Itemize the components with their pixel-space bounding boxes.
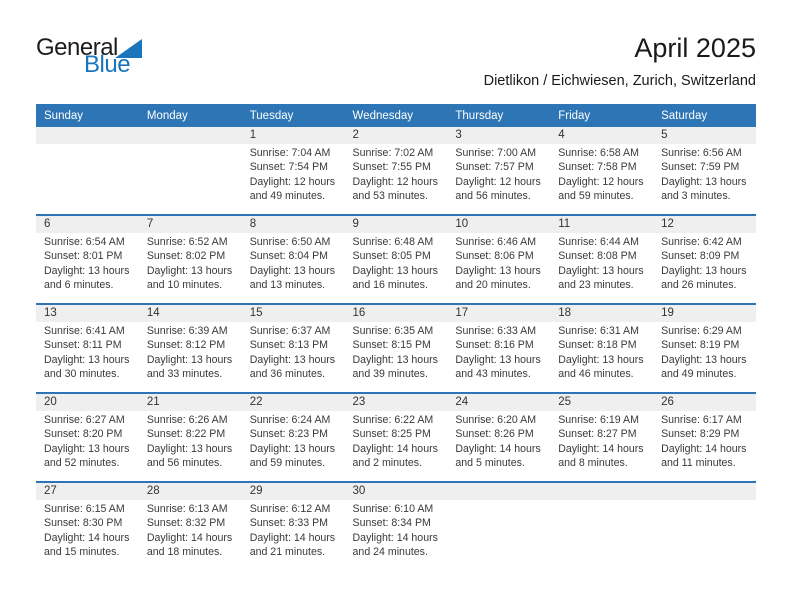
date-number: 16 — [345, 305, 448, 322]
day-detail-line: Sunset: 8:29 PM — [661, 428, 740, 441]
day-details — [139, 144, 242, 146]
day-detail-line: and 52 minutes. — [44, 457, 120, 470]
day-detail-line: Daylight: 13 hours — [558, 264, 644, 277]
day-details — [550, 233, 653, 293]
day-details — [653, 322, 756, 382]
day-details — [653, 144, 756, 204]
day-detail-line: Sunrise: 6:50 AM — [249, 236, 331, 248]
calendar-day-cell — [36, 215, 139, 304]
calendar-day-cell — [653, 127, 756, 215]
date-number: 28 — [139, 483, 242, 500]
day-detail-line: Daylight: 13 hours — [455, 353, 541, 366]
day-details — [345, 500, 448, 560]
calendar-day-cell — [36, 393, 139, 482]
day-details — [242, 500, 345, 560]
day-detail-line: and 8 minutes. — [558, 457, 628, 470]
day-detail-line: and 20 minutes. — [455, 279, 531, 292]
day-detail-line: Sunset: 7:59 PM — [661, 161, 740, 174]
day-detail-line: and 43 minutes. — [455, 368, 531, 381]
date-number: 6 — [36, 216, 139, 233]
day-details — [653, 233, 756, 293]
day-detail-line: Daylight: 14 hours — [249, 531, 336, 544]
day-detail-line: and 36 minutes. — [249, 368, 326, 381]
day-details — [447, 500, 550, 502]
day-detail-line: Sunset: 7:57 PM — [455, 161, 534, 174]
day-detail-line: Sunset: 8:19 PM — [661, 339, 740, 352]
day-detail-line: Sunset: 8:15 PM — [352, 339, 431, 352]
calendar-weekday-header — [36, 104, 756, 127]
date-number: 25 — [550, 394, 653, 411]
day-details — [550, 144, 653, 204]
date-number — [139, 127, 242, 144]
day-detail-line: Sunset: 8:34 PM — [352, 517, 431, 530]
day-detail-line: Sunrise: 6:35 AM — [352, 325, 434, 337]
weekday-header-tuesday: Tuesday — [242, 104, 345, 127]
day-detail-line: and 53 minutes. — [352, 190, 428, 203]
calendar-day-cell — [242, 304, 345, 393]
day-details — [550, 411, 653, 471]
day-details — [447, 322, 550, 382]
date-number — [447, 483, 550, 500]
weekday-header-friday: Friday — [550, 104, 653, 127]
day-detail-line: and 30 minutes. — [44, 368, 120, 381]
day-detail-line: and 56 minutes. — [455, 190, 531, 203]
date-number: 5 — [653, 127, 756, 144]
day-detail-line: Daylight: 13 hours — [146, 442, 233, 455]
day-detail-line: Daylight: 13 hours — [455, 264, 541, 277]
date-number: 3 — [447, 127, 550, 144]
day-details — [36, 322, 139, 382]
calendar-body — [36, 127, 756, 570]
day-detail-line: Sunrise: 6:48 AM — [352, 236, 434, 248]
day-detail-line: Sunset: 7:54 PM — [249, 161, 329, 174]
calendar-day-cell — [345, 482, 448, 570]
general-blue-logo — [36, 36, 142, 77]
day-detail-line: and 2 minutes. — [352, 457, 423, 470]
day-detail-line: and 46 minutes. — [558, 368, 634, 381]
day-detail-line: Daylight: 13 hours — [352, 353, 438, 366]
day-detail-line: Sunrise: 6:42 AM — [661, 236, 742, 248]
day-detail-line: Sunset: 8:30 PM — [44, 517, 123, 530]
day-detail-line: Sunrise: 7:04 AM — [249, 147, 331, 159]
day-detail-line: Sunrise: 6:33 AM — [455, 325, 537, 337]
day-details — [345, 322, 448, 382]
day-detail-line: Sunset: 8:02 PM — [146, 250, 226, 263]
date-number: 12 — [653, 216, 756, 233]
day-details — [447, 233, 550, 293]
day-details — [139, 500, 242, 560]
day-detail-line: Sunrise: 7:02 AM — [352, 147, 434, 159]
calendar-week-row — [36, 127, 756, 215]
day-detail-line: Daylight: 13 hours — [249, 442, 336, 455]
day-details — [447, 144, 550, 204]
day-detail-line: Sunset: 7:58 PM — [558, 161, 637, 174]
day-detail-line: Sunset: 8:23 PM — [249, 428, 329, 441]
date-number: 24 — [447, 394, 550, 411]
day-detail-line: Sunrise: 6:12 AM — [249, 503, 331, 515]
calendar-day-cell — [139, 215, 242, 304]
day-details — [139, 322, 242, 382]
day-detail-line: and 59 minutes. — [249, 457, 326, 470]
day-detail-line: and 26 minutes. — [661, 279, 737, 292]
date-number: 14 — [139, 305, 242, 322]
day-detail-line: Sunset: 8:27 PM — [558, 428, 637, 441]
day-detail-line: Daylight: 12 hours — [558, 175, 644, 188]
calendar-day-cell — [550, 215, 653, 304]
logo-text-general: General — [36, 34, 118, 61]
day-details — [36, 233, 139, 293]
day-detail-line: Daylight: 13 hours — [146, 264, 233, 277]
day-detail-line: Sunrise: 6:39 AM — [146, 325, 228, 337]
day-detail-line: Sunset: 8:12 PM — [146, 339, 226, 352]
day-detail-line: Sunrise: 6:22 AM — [352, 414, 434, 426]
day-detail-line: Daylight: 13 hours — [44, 353, 130, 366]
day-detail-line: Daylight: 12 hours — [455, 175, 541, 188]
calendar-day-cell — [36, 304, 139, 393]
calendar-day-cell — [550, 127, 653, 215]
day-detail-line: Daylight: 13 hours — [249, 353, 336, 366]
day-detail-line: Sunrise: 6:46 AM — [455, 236, 537, 248]
calendar-day-cell — [550, 393, 653, 482]
day-detail-line: and 6 minutes. — [44, 279, 114, 292]
day-details — [550, 500, 653, 502]
day-detail-line: Sunrise: 6:44 AM — [558, 236, 639, 248]
calendar-week-row — [36, 393, 756, 482]
day-detail-line: Sunset: 8:25 PM — [352, 428, 431, 441]
day-details — [139, 411, 242, 471]
date-number: 7 — [139, 216, 242, 233]
date-number: 26 — [653, 394, 756, 411]
page-title: April 2025 — [634, 33, 756, 63]
day-detail-line: Sunset: 8:20 PM — [44, 428, 123, 441]
day-details — [447, 411, 550, 471]
day-detail-line: Sunrise: 6:54 AM — [44, 236, 125, 248]
weekday-header-thursday: Thursday — [447, 104, 550, 127]
calendar-day-cell — [447, 393, 550, 482]
day-detail-line: and 16 minutes. — [352, 279, 428, 292]
date-number — [653, 483, 756, 500]
day-detail-line: Sunrise: 6:27 AM — [44, 414, 125, 426]
date-number: 19 — [653, 305, 756, 322]
day-detail-line: Sunset: 8:22 PM — [146, 428, 226, 441]
calendar-day-cell — [653, 393, 756, 482]
weekday-header-row — [36, 104, 756, 127]
day-detail-line: Sunrise: 6:26 AM — [146, 414, 228, 426]
day-detail-line: Daylight: 13 hours — [661, 175, 747, 188]
day-detail-line: Sunset: 8:11 PM — [44, 339, 122, 352]
calendar-day-cell — [447, 482, 550, 570]
day-detail-line: Sunset: 8:13 PM — [249, 339, 329, 352]
date-number: 21 — [139, 394, 242, 411]
day-details — [345, 144, 448, 204]
calendar-day-cell — [139, 304, 242, 393]
day-details — [345, 411, 448, 471]
day-detail-line: Sunrise: 6:29 AM — [661, 325, 742, 337]
calendar-week-row — [36, 304, 756, 393]
day-detail-line: Daylight: 14 hours — [352, 531, 438, 544]
day-details — [36, 411, 139, 471]
calendar-week-row — [36, 215, 756, 304]
day-detail-line: Sunset: 8:08 PM — [558, 250, 637, 263]
day-detail-line: and 33 minutes. — [146, 368, 223, 381]
day-detail-line: Sunset: 8:04 PM — [249, 250, 329, 263]
day-detail-line: Sunrise: 6:58 AM — [558, 147, 639, 159]
day-detail-line: Sunrise: 6:10 AM — [352, 503, 434, 515]
day-detail-line: Sunrise: 6:56 AM — [661, 147, 742, 159]
day-detail-line: Daylight: 12 hours — [249, 175, 336, 188]
day-detail-line: Sunset: 8:01 PM — [44, 250, 123, 263]
calendar-day-cell — [550, 482, 653, 570]
day-detail-line: Sunrise: 6:15 AM — [44, 503, 125, 515]
date-number: 18 — [550, 305, 653, 322]
date-number: 13 — [36, 305, 139, 322]
calendar-day-cell — [36, 482, 139, 570]
day-detail-line: and 49 minutes. — [249, 190, 326, 203]
day-detail-line: Sunset: 8:06 PM — [455, 250, 534, 263]
calendar-day-cell — [242, 127, 345, 215]
calendar-week-row — [36, 482, 756, 570]
day-detail-line: Sunrise: 6:41 AM — [44, 325, 125, 337]
day-detail-line: Daylight: 14 hours — [352, 442, 438, 455]
day-details — [345, 233, 448, 293]
day-detail-line: Daylight: 13 hours — [146, 353, 233, 366]
day-detail-line: Daylight: 13 hours — [558, 353, 644, 366]
day-detail-line: Daylight: 14 hours — [558, 442, 644, 455]
day-detail-line: and 56 minutes. — [146, 457, 223, 470]
day-detail-line: and 59 minutes. — [558, 190, 634, 203]
day-detail-line: Sunset: 8:09 PM — [661, 250, 740, 263]
day-detail-line: Daylight: 13 hours — [661, 353, 747, 366]
day-detail-line: Daylight: 13 hours — [352, 264, 438, 277]
page-header — [36, 34, 756, 89]
day-detail-line: Sunrise: 6:13 AM — [146, 503, 228, 515]
day-detail-line: Sunset: 8:26 PM — [455, 428, 534, 441]
day-detail-line: Daylight: 13 hours — [44, 442, 130, 455]
day-details — [242, 322, 345, 382]
calendar-day-cell — [653, 482, 756, 570]
day-detail-line: and 3 minutes. — [661, 190, 731, 203]
calendar-day-cell — [139, 393, 242, 482]
date-number — [36, 127, 139, 144]
day-detail-line: Sunset: 7:55 PM — [352, 161, 431, 174]
date-number: 11 — [550, 216, 653, 233]
day-detail-line: Daylight: 14 hours — [661, 442, 747, 455]
calendar-day-cell — [345, 215, 448, 304]
calendar-day-cell — [242, 482, 345, 570]
date-number: 2 — [345, 127, 448, 144]
weekday-header-monday: Monday — [139, 104, 242, 127]
day-detail-line: Daylight: 14 hours — [455, 442, 541, 455]
calendar-day-cell — [36, 127, 139, 215]
day-detail-line: Daylight: 14 hours — [146, 531, 233, 544]
date-number: 15 — [242, 305, 345, 322]
day-details — [242, 233, 345, 293]
day-detail-line: Sunrise: 7:00 AM — [455, 147, 537, 159]
day-details — [139, 233, 242, 293]
day-detail-line: and 23 minutes. — [558, 279, 634, 292]
date-number: 22 — [242, 394, 345, 411]
date-number: 27 — [36, 483, 139, 500]
day-details — [653, 411, 756, 471]
day-detail-line: and 11 minutes. — [661, 457, 736, 470]
calendar-day-cell — [447, 215, 550, 304]
day-detail-line: Daylight: 13 hours — [249, 264, 336, 277]
calendar-day-cell — [345, 304, 448, 393]
calendar-day-cell — [345, 127, 448, 215]
day-detail-line: Sunset: 8:33 PM — [249, 517, 329, 530]
logo-text-blue: Blue — [84, 51, 131, 78]
calendar-day-cell — [447, 304, 550, 393]
date-number: 1 — [242, 127, 345, 144]
day-detail-line: Sunset: 8:32 PM — [146, 517, 226, 530]
day-detail-line: Daylight: 12 hours — [352, 175, 438, 188]
day-detail-line: and 24 minutes. — [352, 546, 428, 559]
calendar-day-cell — [139, 127, 242, 215]
day-detail-line: and 18 minutes. — [146, 546, 223, 559]
day-detail-line: Sunrise: 6:17 AM — [661, 414, 742, 426]
day-detail-line: and 13 minutes. — [249, 279, 326, 292]
day-detail-line: Daylight: 13 hours — [661, 264, 747, 277]
weekday-header-saturday: Saturday — [653, 104, 756, 127]
day-detail-line: and 49 minutes. — [661, 368, 737, 381]
calendar-table — [36, 104, 756, 570]
day-details — [653, 500, 756, 502]
day-detail-line: Sunrise: 6:31 AM — [558, 325, 639, 337]
date-number: 20 — [36, 394, 139, 411]
page-subtitle: Dietlikon / Eichwiesen, Zurich, Switzerland — [483, 72, 756, 89]
day-detail-line: and 5 minutes. — [455, 457, 525, 470]
weekday-header-wednesday: Wednesday — [345, 104, 448, 127]
calendar-day-cell — [653, 215, 756, 304]
day-detail-line: Daylight: 13 hours — [44, 264, 130, 277]
calendar-day-cell — [242, 393, 345, 482]
day-detail-line: Sunset: 8:18 PM — [558, 339, 637, 352]
date-number: 8 — [242, 216, 345, 233]
day-detail-line: Sunset: 8:05 PM — [352, 250, 431, 263]
day-detail-line: Sunrise: 6:20 AM — [455, 414, 537, 426]
date-number: 4 — [550, 127, 653, 144]
date-number: 10 — [447, 216, 550, 233]
calendar-day-cell — [345, 393, 448, 482]
date-number: 30 — [345, 483, 448, 500]
calendar-day-cell — [653, 304, 756, 393]
day-detail-line: Sunset: 8:16 PM — [455, 339, 534, 352]
day-detail-line: Sunrise: 6:52 AM — [146, 236, 228, 248]
date-number: 17 — [447, 305, 550, 322]
day-detail-line: Daylight: 14 hours — [44, 531, 130, 544]
calendar-day-cell — [550, 304, 653, 393]
day-details — [242, 144, 345, 204]
day-detail-line: and 39 minutes. — [352, 368, 428, 381]
date-number: 9 — [345, 216, 448, 233]
calendar-day-cell — [242, 215, 345, 304]
calendar-day-cell — [447, 127, 550, 215]
day-detail-line: Sunrise: 6:37 AM — [249, 325, 331, 337]
weekday-header-sunday: Sunday — [36, 104, 139, 127]
day-details — [36, 144, 139, 146]
day-detail-line: Sunrise: 6:19 AM — [558, 414, 639, 426]
day-details — [242, 411, 345, 471]
day-detail-line: and 10 minutes. — [146, 279, 223, 292]
day-detail-line: Sunrise: 6:24 AM — [249, 414, 331, 426]
day-details — [550, 322, 653, 382]
day-details — [36, 500, 139, 560]
date-number: 23 — [345, 394, 448, 411]
day-detail-line: and 15 minutes. — [44, 546, 120, 559]
date-number: 29 — [242, 483, 345, 500]
title-block — [36, 34, 756, 89]
date-number — [550, 483, 653, 500]
calendar-day-cell — [139, 482, 242, 570]
day-detail-line: and 21 minutes. — [249, 546, 326, 559]
